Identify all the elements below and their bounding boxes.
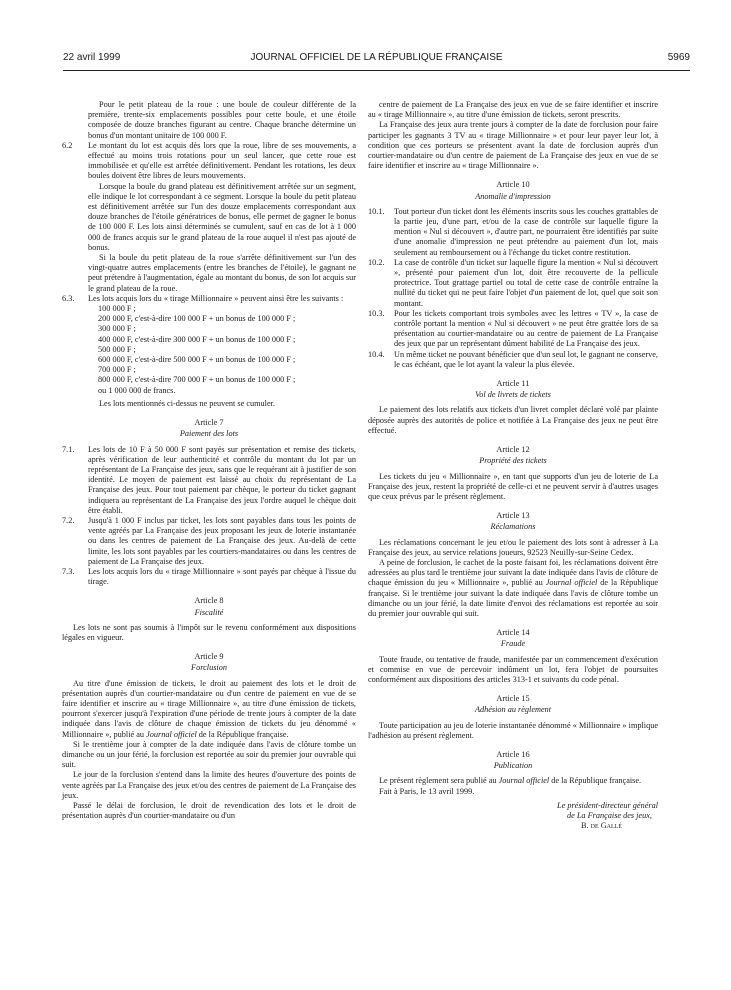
article-title: Paiement des lots xyxy=(179,429,239,439)
article-title: Fiscalité xyxy=(194,607,224,617)
article-title: Anomalie d'impression xyxy=(475,191,551,201)
clause-number: 7.3. xyxy=(62,566,75,576)
list-item: 600 000 F, c'est-à-dire 500 000 F + un bonus de 100 000 F ; xyxy=(98,355,296,365)
list-item: 300 000 F ; xyxy=(98,324,136,334)
clause-10-4 xyxy=(368,350,658,370)
clause-text: La case de contrôle d'un ticket sur laquelle figure la mention « Nul si découvert », présenté pour paiement d'un lot, doit être recouverte de la pellicule protectrice. Tout grattage partiel ou total de cette case de contrôle entraîne la nullité du ticket qui ne peut faire l'objet d'un paiement de lot, quel que soit son montant. xyxy=(394,257,658,308)
article-title: Fraude xyxy=(500,639,526,649)
lots-list xyxy=(62,304,356,396)
list-item: 200 000 F, c'est-à-dire 100 000 F + un bonus de 100 000 F ; xyxy=(98,314,296,324)
clause-7-2 xyxy=(62,516,356,567)
list-item: 100 000 F ; xyxy=(98,304,136,314)
clause-text: Tout porteur d'un ticket dont les éléments inscrits sous les couches grattables de la partie jeu, d'une part, et/ou de la case de contrôle sur laquelle figure la mention « Nul si découvert », d'autre part, ne pourraient être identifiés par suite d'une anomalie d'impression ne peut prétendre au paiement d'un lot, mais seulement au remboursement ou à l'échange du ticket contre restitution. xyxy=(394,206,658,257)
list-item: 700 000 F ; xyxy=(98,365,136,375)
clause-text: Pour les tickets comportant trois symboles avec les lettres « TV », la case de contrôle portant la mention « Nul si découvert » ne peut être grattée lors de sa présentation au courtier-mandataire ou au centre de paiement de La Française des jeux que par un représentant dûment habilité de La Française des jeux. xyxy=(394,308,658,349)
paragraph: Le présent règlement sera publié au Journal officiel de la République française. xyxy=(379,776,642,786)
article-heading: Article 10 xyxy=(496,180,530,190)
list-item: ou 1 000 000 de francs. xyxy=(98,385,176,395)
clause-text: Les lots acquis lors du « tirage Millionnaire » sont payés par chèque à l'issue du tirage. xyxy=(88,566,356,587)
list-item: 800 000 F, c'est-à-dire 700 000 F + un bonus de 100 000 F ; xyxy=(98,375,296,385)
article-heading: Article 8 xyxy=(194,596,224,606)
clause-number: 6.2 xyxy=(62,140,73,150)
header-page-number: 5969 xyxy=(667,52,690,63)
clause-text: Un même ticket ne pouvant bénéficier que d'un seul lot, le gagnant ne conserve, le cas échéant, que le lot ayant la valeur la plus élevée. xyxy=(394,349,658,369)
running-header xyxy=(63,52,690,68)
clause-number: 6.3. xyxy=(62,293,75,303)
clause-7-1 xyxy=(62,445,356,516)
paragraph: Toute fraude, ou tentative de fraude, manifestée par un commencement d'exécution et commise en vue de percevoir indûment un lot, fera l'objet de poursuites conformément aux dispositions des articles 313-1 et suivants du code pénal. xyxy=(368,654,658,684)
left-column xyxy=(62,100,356,821)
clause-6-3 xyxy=(62,294,356,304)
paragraph: Si le trentième jour à compter de la date indiquée dans l'avis de clôture tombe un dimanche ou un jour férié, la forclusion est reportée au soir du premier jour ouvrable qui suit. xyxy=(62,739,356,770)
paragraph: Les réclamations concernant le jeu et/ou le paiement des lots sont à adresser à La Française des jeux, au service relations joueurs, 92523 Neuilly-sur-Seine Cedex. xyxy=(368,537,658,557)
paragraph: Lorsque la boule du grand plateau est définitivement arrêtée sur un segment, elle indique le lot correspondant à ce segment. Lorsque la boule du petit plateau est définitivement arrêtée sur l'un des douze emplacements correspondant aux douze branches de l'étoile génératrices de bonus, elle permet de gagner le bonus de 100 000 F. Les lots ainsi déterminés se cumulent, sauf en cas de lot à 1 000 000 de francs acquis sur le grand plateau de la roue auquel il n'est pas ajouté de bonus. Si la boule du petit plateau de la roue s'arrête définitivement sur l'un des vingt-quatre autres emplacements (entre les branches de l'étoile), le gagnant ne peut prétendre à l'augmentation, égale au montant du bonus, de son lot acquis sur le grand plateau de la roue. xyxy=(88,181,356,293)
article-heading: Article 13 xyxy=(496,511,530,521)
signatory-title: Le président-directeur général xyxy=(557,800,658,810)
paragraph: Les lots ne sont pas soumis à l'impôt sur le revenu conformément aux dispositions légales en vigueur. xyxy=(62,622,356,642)
clause-text: Les lots de 10 F à 50 000 F sont payés sur présentation et remise des tickets, après vérification de leur authenticité et contrôle du montant du lot par un représentant de La Française des jeux, sans que le requérant ait à justifier de son identité. Le moyen de paiement est laissé au choix du représentant de La Française des jeux. Pour tout paiement par chèque, le porteur du ticket gagnant indiquera au représentant de La Française des jeux l'ordre auquel le chèque doit être établi. xyxy=(88,444,356,515)
paragraph: Passé le délai de forclusion, le droit de revendication des lots et le droit de présentation auprès d'un courtier-mandataire ou d'un xyxy=(62,801,356,821)
right-column xyxy=(368,100,658,831)
clause-number: 7.1. xyxy=(62,444,75,454)
clause-number: 10.3. xyxy=(368,308,385,318)
signing-place-date: Fait à Paris, le 13 avril 1999. xyxy=(379,786,475,796)
clause-number: 7.2. xyxy=(62,515,75,525)
paragraph: Le jour de la forclusion s'entend dans la limite des heures d'ouverture des points de vente agréés par La Française des jeux et/ou des centres de paiement de La Française des jeux. xyxy=(62,770,356,800)
clause-10-3 xyxy=(368,309,658,350)
article-heading: Article 15 xyxy=(496,694,530,704)
article-heading: Article 12 xyxy=(496,445,530,455)
paragraph: Les tickets du jeu « Millionnaire », en tant que supports d'un jeu de loterie de La Française des jeux, restent la propriété de celle-ci et ne peuvent servir à d'autres usages que ceux prévus par le présent règlement. xyxy=(368,471,658,501)
paragraph: Le paiement des lots relatifs aux tickets d'un livret complet déclaré volé par plainte déposée auprès des autorités de police et notifiée à La Française des jeux ne peut être effectué. xyxy=(368,405,658,435)
article-title: Forclusion xyxy=(191,663,227,673)
header-date: 22 avril 1999 xyxy=(63,52,121,63)
clause-7-3 xyxy=(62,567,356,587)
paragraph: centre de paiement de La Française des jeux en vue de se faire identifier et inscrire au « tirage Millionnaire », au titre d'une émission de tickets, seront prescrits. xyxy=(368,100,658,120)
clause-10-2 xyxy=(368,258,658,309)
clause-number: 10.4. xyxy=(368,349,385,359)
article-title: Propriété des tickets xyxy=(479,456,547,466)
clause-10-1 xyxy=(368,207,658,258)
article-title: Vol de livrets de tickets xyxy=(475,390,551,400)
article-heading: Article 16 xyxy=(496,749,530,759)
paragraph: Au titre d'une émission de tickets, le droit au paiement des lots et le droit de présentation auprès d'un courtier-mandataire ou d'un centre de paiement en vue de se faire identifier et inscrire au « tirage Millionnaire », au titre d'une émission de tickets, pourront s'exercer jusqu'à l'expiration d'une période de trente jours à compter de la date indiquée dans l'avis de clôture de chaque émission de tickets du jeu dénommé « Millionnaire », publié au Journal officiel de la République française. xyxy=(62,678,356,739)
header-title: JOURNAL OFFICIEL DE LA RÉPUBLIQUE FRANÇAISE xyxy=(250,52,503,63)
clause-number: 10.2. xyxy=(368,257,385,267)
article-title: Réclamations xyxy=(490,522,536,532)
clause-text: Les lots acquis lors du « tirage Millionnaire » peuvent ainsi être les suivants : xyxy=(88,293,344,303)
article-heading: Article 11 xyxy=(496,379,530,389)
list-item: 500 000 F ; xyxy=(98,344,136,354)
article-heading: Article 14 xyxy=(496,628,530,638)
list-item: 400 000 F, c'est-à-dire 300 000 F + un bonus de 100 000 F ; xyxy=(98,334,296,344)
article-heading: Article 9 xyxy=(194,652,224,662)
paragraph: Pour le petit plateau de la roue : une boule de couleur différente de la première, trente-six emplacements possibles pour cette boule, et une étoile composée de douze branches figurant au centre. Chaque branche détermine un bonus d'un montant unitaire de 100 000 F. xyxy=(88,100,356,140)
clause-text: Le montant du lot est acquis dès lors que la roue, libre de ses mouvements, a effectué au moins trois rotations pour un seul lancer, que cette roue est immobilisée et qu'elle est arrêtée définitivement. Pendant les rotations, les deux boules doivent être libres de leurs mouvements. xyxy=(88,140,356,181)
header-rule xyxy=(63,70,690,71)
paragraph: Toute participation au jeu de loterie instantanée dénommé « Millionnaire » implique l'adhésion au présent règlement. xyxy=(368,720,658,740)
signatory-name: B. de Gallé xyxy=(581,821,622,831)
article-title: Publication xyxy=(493,761,533,771)
clause-6-2 xyxy=(62,141,356,182)
article-heading: Article 7 xyxy=(194,418,224,428)
clause-text: Jusqu'à 1 000 F inclus par ticket, les lots sont payables dans tous les points de vente agréés par La Française des jeux proposant les jeux de loterie instantanée ou dans les centres de paiement de La Française des jeux. Au-delà de cette limite, les lots sont payables par les courtiers-mandataires ou dans les centres de paiement de La Française des jeux. xyxy=(88,515,356,566)
signatory-organization: de La Française des jeux, xyxy=(566,810,652,820)
clause-number: 10.1. xyxy=(368,206,385,216)
paragraph: Les lots mentionnés ci-dessus ne peuvent se cumuler. xyxy=(99,398,275,408)
article-title: Adhésion au règlement xyxy=(474,705,552,715)
paragraph: A peine de forclusion, le cachet de la poste faisant foi, les réclamations doivent être adressées au plus tard le trentième jour suivant la date indiquée dans l'avis de clôture de chaque émission du jeu « Millionnaire », publié au Journal officiel de la République française. Si le trentième jour suivant la date indiquée dans l'avis de clôture tombe un dimanche ou un jour férié, la date limite d'envoi des réclamations est reportée au soir du premier jour ouvrable qui suit. xyxy=(368,557,658,618)
paragraph: La Française des jeux aura trente jours à compter de la date de forclusion pour faire participer les gagnants 3 TV au « tirage Millionnaire » et pour leur payer leur lot, à condition que ces porteurs se présentent avant la date de forclusion auprès d'un courtier-mandataire ou d'un centre de paiement de La Française des jeux en vue de se faire identifier et inscrire au « tirage Millionnaire ». xyxy=(368,120,658,171)
